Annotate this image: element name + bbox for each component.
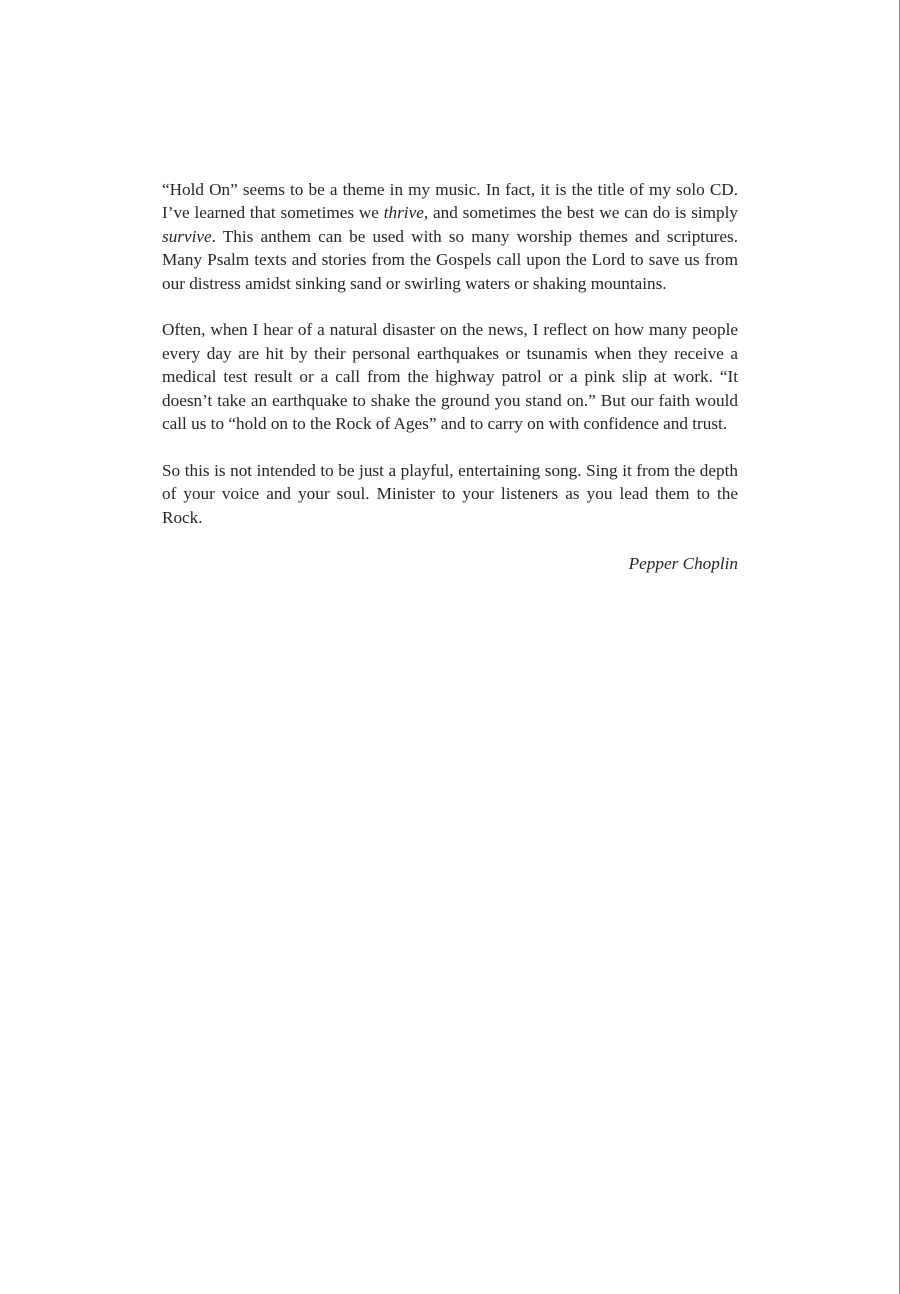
paragraph-3 <box>162 459 738 529</box>
paragraph-2-text: Often, when I hear of a natural disaster on the news, I reflect on how many people every day are hit by their personal earthquakes or tsunamis when they receive a medical test result or a call from the highway patrol or a pink slip at work. “It doesn’t take an earthquake to shake the ground you stand on.” But our faith would call us to “hold on to the Rock of Ages” and to carry on with confidence and trust. <box>162 320 738 434</box>
paragraph-1-text-2: , and sometimes the best we can do is simply <box>423 203 738 223</box>
paragraph-1 <box>162 178 738 295</box>
document-body <box>162 178 738 599</box>
paragraph-3-text: So this is not intended to be just a playful, entertaining song. Sing it from the depth of your voice and your soul. Minister to your listeners as you lead them to the Rock. <box>162 460 738 527</box>
paragraph-2 <box>162 318 738 435</box>
paragraph-1-emphasis-thrive: thrive <box>383 203 424 223</box>
paragraph-1-emphasis-survive: survive <box>162 226 212 246</box>
paragraph-1-text-3: . This anthem can be used with so many worship themes and scriptures. Many Psalm texts and stories from the Gospels call upon the Lord to save us from our distress amidst sinking sand or swirling waters or shaking mountains. <box>162 226 738 293</box>
paragraph-1-text-1: “Hold On” seems to be a theme in my music. In fact, it is the title of my solo CD. I’ve learned that sometimes we <box>162 180 738 223</box>
author-signature: Pepper Choplin <box>628 554 738 574</box>
